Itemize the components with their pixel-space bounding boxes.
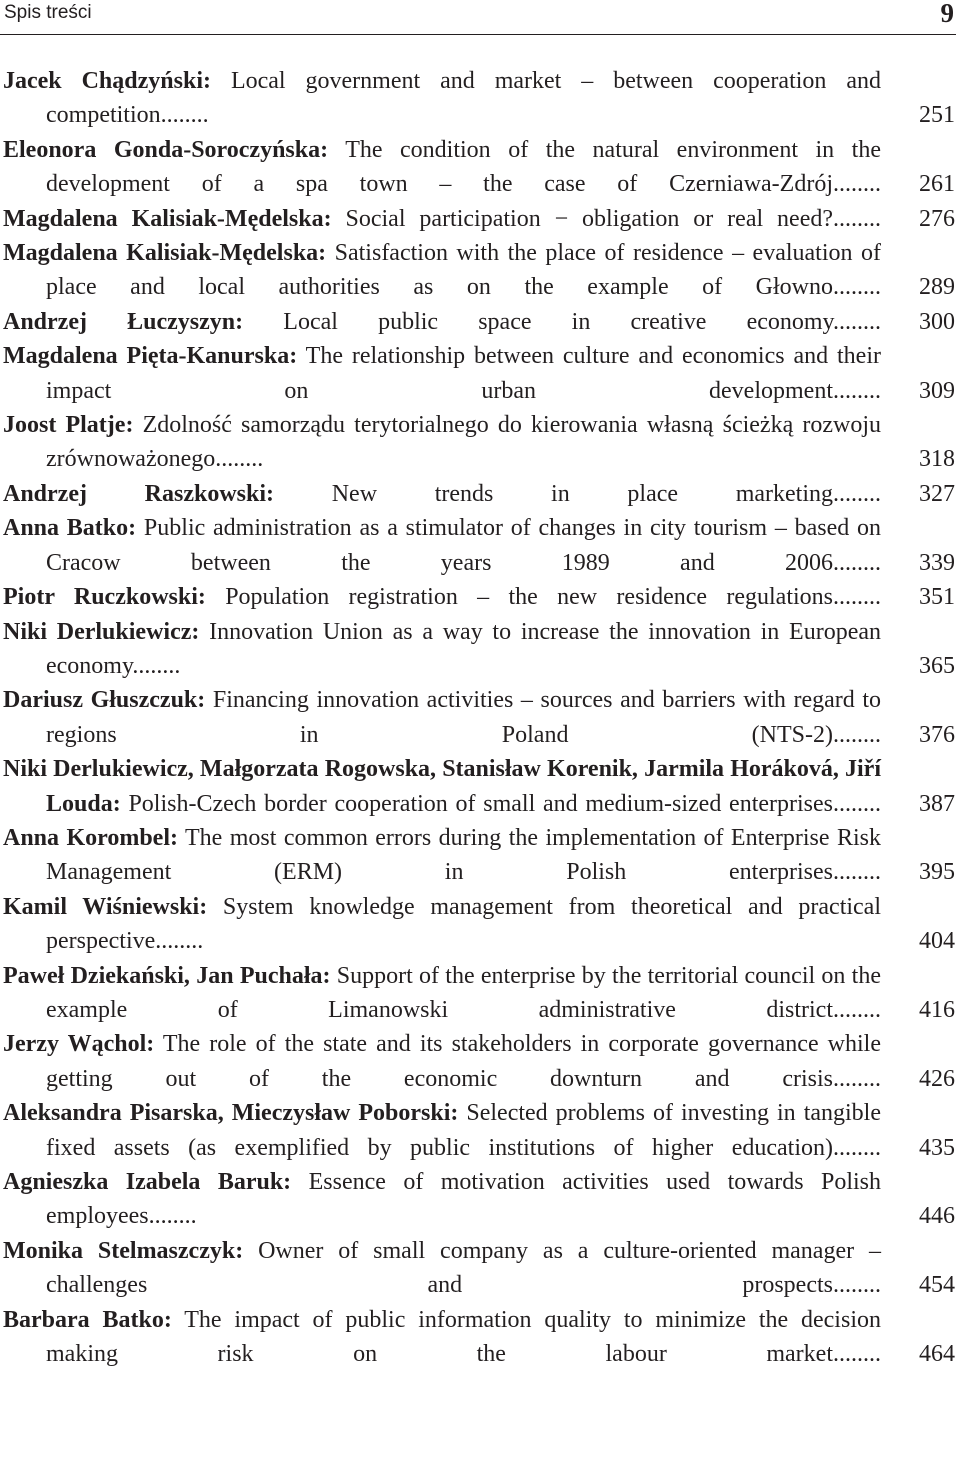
entry-page-number: 318	[919, 446, 955, 473]
toc-entry[interactable]	[3, 959, 959, 1028]
toc-entry-text	[3, 1096, 881, 1165]
entry-author: Paweł Dziekański, Jan Puchała:	[3, 962, 331, 989]
toc-entry[interactable]	[3, 1096, 959, 1165]
entry-page-number: 309	[919, 377, 955, 404]
dot-leader: ........	[833, 274, 881, 301]
entry-author: Dariusz Głuszczuk:	[3, 687, 206, 714]
toc-entry-text	[3, 1165, 881, 1234]
entry-title: Selected problems of investing in tangible fixed assets (as exemplified by public institutions of higher education)	[46, 1100, 882, 1161]
toc-entry[interactable]	[3, 202, 959, 236]
entry-page-number: 404	[919, 928, 955, 955]
toc-entry[interactable]	[3, 1234, 959, 1303]
toc-entry-text	[3, 408, 881, 477]
entry-page-number: 435	[919, 1134, 955, 1161]
toc-entry[interactable]	[3, 683, 959, 752]
dot-leader: ........	[833, 859, 881, 886]
entry-title: Public administration as a stimulator of changes in city tourism – based on Cracow between the years 1989 and 2006	[46, 515, 882, 576]
toc-entry[interactable]	[3, 752, 959, 821]
entry-title: New trends in place marketing	[331, 480, 834, 507]
toc-entry-text	[3, 580, 881, 614]
toc-entry[interactable]	[3, 236, 959, 305]
entry-title: Social participation − obligation or real need?	[345, 205, 834, 232]
entry-title: Zdolność samorządu terytorialnego do kierowania własną ścieżką rozwoju zrównoważonego	[46, 412, 882, 473]
entry-author: Magdalena Kalisiak-Mędelska:	[3, 240, 327, 267]
toc-entry-text	[3, 339, 881, 408]
entry-title: The condition of the natural environment in the development of a spa town – the case of Czerniawa-Zdrój	[46, 136, 882, 198]
entry-page-number: 365	[919, 652, 955, 679]
entry-author: Aleksandra Pisarska, Mieczysław Poborski:	[3, 1100, 459, 1127]
dot-leader: ........	[833, 308, 881, 335]
toc-entry-text	[3, 133, 881, 202]
entry-page-number: 276	[919, 205, 955, 232]
entry-title: System knowledge management from theoretical and practical perspective	[46, 893, 881, 955]
section-title: Spis treści	[4, 2, 92, 23]
entry-title: Local government and market – between cooperation and competition	[46, 68, 882, 129]
entry-page-number: 376	[919, 721, 955, 748]
dot-leader: ........	[833, 377, 881, 404]
entry-title: Owner of small company as a culture-oriented manager – challenges and prospects	[46, 1237, 881, 1299]
dot-leader: ........	[833, 1272, 881, 1299]
toc-entry[interactable]	[3, 580, 959, 614]
entry-page-number: 454	[919, 1272, 955, 1299]
running-header	[0, 0, 956, 35]
entry-title: The most common errors during the implementation of Enterprise Risk Management (ERM) in Polish enterprises	[46, 824, 881, 886]
entry-page-number: 351	[919, 584, 955, 611]
dot-leader: ........	[833, 1134, 881, 1161]
entry-page-number: 339	[919, 549, 955, 576]
dot-leader: ........	[833, 205, 882, 232]
toc-entry-text	[3, 1303, 881, 1372]
toc-entry[interactable]	[3, 477, 959, 511]
entry-title: Essence of motivation activities used towards Polish employees	[46, 1169, 882, 1230]
dot-leader: ........	[155, 928, 204, 955]
dot-leader: ........	[132, 652, 181, 679]
toc-entry[interactable]	[3, 339, 959, 408]
dot-leader: ........	[148, 1203, 197, 1230]
toc-entry-text	[3, 821, 881, 890]
toc-entry[interactable]	[3, 615, 959, 684]
entry-author: Jacek Chądzyński:	[3, 68, 211, 94]
dot-leader: ........	[833, 171, 881, 198]
entry-title: Innovation Union as a way to increase the innovation in European economy	[46, 618, 881, 679]
entry-page-number: 300	[919, 308, 955, 335]
toc-entry[interactable]	[3, 408, 959, 477]
toc-entry[interactable]	[3, 1303, 959, 1372]
toc-entry[interactable]	[3, 133, 959, 202]
dot-leader: ........	[833, 790, 881, 817]
entry-page-number: 446	[919, 1203, 955, 1230]
dot-leader: ........	[833, 721, 881, 748]
toc-entry[interactable]	[3, 511, 959, 580]
entry-author: Andrzej Łuczyszyn:	[3, 308, 244, 335]
entry-title: The relationship between culture and economics and their impact on urban development	[46, 343, 881, 404]
toc-entry-text	[3, 959, 881, 1028]
toc-entry[interactable]	[3, 1027, 959, 1096]
entry-title: The impact of public information quality to minimize the decision making risk on the labour market	[46, 1306, 881, 1368]
entry-author: Monika Stelmaszczyk:	[3, 1237, 244, 1264]
toc-entry-text	[3, 890, 881, 959]
toc-entry-text	[3, 615, 881, 684]
dot-leader: ........	[160, 102, 209, 129]
entry-author: Anna Korombel:	[3, 824, 178, 851]
toc-entry-text	[3, 477, 881, 511]
entry-page-number: 464	[919, 1341, 955, 1368]
entry-page-number: 289	[919, 274, 955, 301]
entry-page-number: 387	[919, 790, 955, 817]
entry-author: Magdalena Pięta-Kanurska:	[3, 343, 298, 370]
entry-page-number: 251	[919, 102, 955, 129]
toc-entry[interactable]	[3, 1165, 959, 1234]
entry-title: Polish-Czech border cooperation of small and medium-sized enterprises	[128, 790, 833, 817]
entry-title: Financing innovation activities – sources and barriers with regard to regions in Poland (NTS-2)	[46, 687, 882, 748]
dot-leader: ........	[833, 549, 881, 576]
entry-author: Kamil Wiśniewski:	[3, 893, 208, 920]
toc-entry-text	[3, 202, 881, 236]
entry-page-number: 327	[919, 480, 955, 507]
dot-leader: ........	[833, 1341, 881, 1368]
entry-author: Niki Derlukiewicz:	[3, 618, 200, 645]
toc-entry-text	[3, 511, 881, 580]
entry-author: Niki Derlukiewicz, Małgorzata Rogowska, Stanisław Korenik, Jarmila Horáková, Jiří Louda:	[3, 756, 881, 817]
toc-entry[interactable]	[3, 890, 959, 959]
toc-entry-text	[3, 236, 881, 305]
toc-entry-text	[3, 1027, 881, 1096]
dot-leader: ........	[833, 584, 881, 611]
toc-entry-text	[3, 752, 881, 821]
toc-entry-text	[3, 305, 881, 339]
dot-leader: ........	[833, 996, 881, 1023]
entry-page-number: 416	[919, 996, 955, 1023]
entry-author: Joost Platje:	[3, 412, 134, 439]
entry-author: Magdalena Kalisiak-Mędelska:	[3, 205, 332, 232]
entry-author: Agnieszka Izabela Baruk:	[3, 1169, 292, 1195]
entry-author: Barbara Batko:	[3, 1306, 172, 1333]
toc-entry[interactable]	[3, 305, 959, 339]
entry-page-number: 395	[919, 859, 955, 886]
toc-entry[interactable]	[3, 821, 959, 890]
entry-title: Satisfaction with the place of residence – evaluation of place and local authorities as on the example of Głowno	[46, 240, 881, 301]
entry-author: Piotr Ruczkowski:	[3, 584, 206, 611]
entry-page-number: 426	[919, 1065, 955, 1092]
entry-title: The role of the state and its stakeholders in corporate governance while getting out of the economic downturn and crisis	[46, 1031, 881, 1092]
toc-entry[interactable]	[3, 64, 959, 133]
page-number: 9	[940, 0, 954, 28]
entry-title: Population registration – the new residence regulations	[225, 584, 833, 611]
entry-title: Local public space in creative economy	[283, 308, 833, 335]
table-of-contents	[3, 64, 959, 1371]
entry-title: Support of the enterprise by the territorial council on the example of Limanowski administrative district	[46, 962, 882, 1023]
entry-author: Anna Batko:	[3, 515, 137, 542]
entry-author: Eleonora Gonda-Soroczyńska:	[3, 136, 329, 163]
entry-author: Andrzej Raszkowski:	[3, 480, 275, 507]
toc-entry-text	[3, 64, 881, 133]
entry-author: Jerzy Wąchol:	[3, 1031, 155, 1058]
toc-entry-text	[3, 683, 881, 752]
dot-leader: ........	[833, 1065, 881, 1092]
entry-page-number: 261	[919, 171, 955, 198]
dot-leader: ........	[833, 480, 882, 507]
toc-entry-text	[3, 1234, 881, 1303]
dot-leader: ........	[215, 446, 264, 473]
